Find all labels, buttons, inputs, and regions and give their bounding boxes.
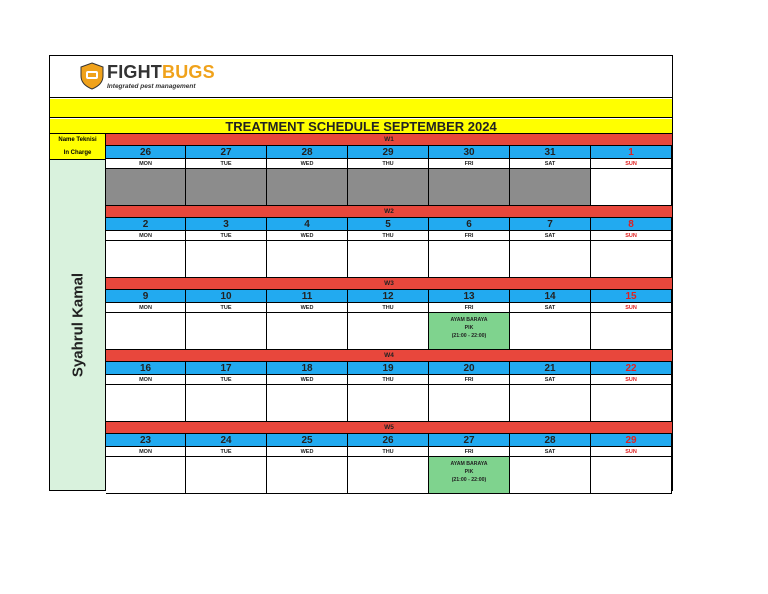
date-number: 8 — [591, 218, 672, 231]
technician-header — [50, 134, 106, 160]
event-text-line1: AYAM BARAYA — [450, 317, 488, 323]
weekday-label: MON — [106, 231, 186, 241]
date-number: 23 — [106, 434, 186, 447]
date-number: 28 — [267, 146, 348, 159]
blocked-day-cell[interactable] — [510, 169, 591, 206]
date-number: 19 — [348, 362, 429, 375]
date-number: 29 — [591, 434, 672, 447]
date-number: 9 — [106, 290, 186, 303]
date-number: 26 — [106, 146, 186, 159]
date-number: 11 — [267, 290, 348, 303]
weekday-label: WED — [267, 447, 348, 457]
slot-row — [106, 313, 672, 350]
header-spacer-band — [50, 99, 672, 118]
schedule-cell[interactable] — [348, 385, 429, 422]
schedule-cell[interactable] — [510, 385, 591, 422]
treatment-event-cell[interactable] — [429, 313, 510, 350]
date-number-row — [106, 434, 672, 447]
slot-row — [106, 241, 672, 278]
schedule-cell[interactable] — [106, 241, 186, 278]
schedule-cell[interactable] — [348, 313, 429, 350]
weekday-label: FRI — [429, 231, 510, 241]
schedule-cell[interactable] — [591, 385, 672, 422]
date-number: 22 — [591, 362, 672, 375]
weekday-label: THU — [348, 231, 429, 241]
weekday-row — [106, 375, 672, 385]
calendar-grid — [106, 134, 672, 490]
weekday-label: SUN — [591, 447, 672, 457]
week-band: W5 — [106, 422, 672, 434]
weekday-label: WED — [267, 159, 348, 169]
date-number: 24 — [186, 434, 267, 447]
brand-name-part1: FIGHT — [107, 62, 162, 82]
schedule-cell[interactable] — [510, 241, 591, 278]
schedule-cell[interactable] — [591, 241, 672, 278]
date-number: 10 — [186, 290, 267, 303]
brand-tagline: Integrated pest management — [107, 83, 196, 90]
event-text-line2: PIK — [464, 469, 474, 475]
schedule-cell[interactable] — [186, 313, 267, 350]
date-number: 14 — [510, 290, 591, 303]
schedule-cell[interactable] — [510, 313, 591, 350]
week-band: W3 — [106, 278, 672, 290]
weekday-label: SAT — [510, 375, 591, 385]
weekday-label: MON — [106, 303, 186, 313]
schedule-cell[interactable] — [591, 457, 672, 494]
weekday-label: SUN — [591, 375, 672, 385]
week-band: W4 — [106, 350, 672, 362]
weekday-row — [106, 159, 672, 169]
date-number: 2 — [106, 218, 186, 231]
date-number: 26 — [348, 434, 429, 447]
schedule-cell[interactable] — [106, 385, 186, 422]
date-number: 18 — [267, 362, 348, 375]
weekday-label: FRI — [429, 447, 510, 457]
date-number: 31 — [510, 146, 591, 159]
weekday-label: SUN — [591, 303, 672, 313]
logo-band — [50, 56, 672, 98]
slot-row — [106, 385, 672, 422]
date-number: 4 — [267, 218, 348, 231]
date-number-row — [106, 146, 672, 159]
schedule-sheet — [49, 55, 673, 491]
date-number: 21 — [510, 362, 591, 375]
slot-row — [106, 457, 672, 494]
technician-header-line1: Name Teknisi — [58, 137, 97, 143]
weekday-label: SUN — [591, 159, 672, 169]
weekday-label: WED — [267, 375, 348, 385]
date-number: 16 — [106, 362, 186, 375]
technician-header-line2: In Charge — [63, 150, 92, 156]
schedule-title: TREATMENT SCHEDULE SEPTEMBER 2024 — [50, 119, 672, 134]
week-band: W2 — [106, 206, 672, 218]
weekday-label: TUE — [186, 447, 267, 457]
schedule-cell[interactable] — [267, 313, 348, 350]
date-number: 20 — [429, 362, 510, 375]
blocked-day-cell[interactable] — [348, 169, 429, 206]
weekday-label: THU — [348, 159, 429, 169]
weekday-label: THU — [348, 375, 429, 385]
brand-name — [107, 63, 215, 81]
date-number: 15 — [591, 290, 672, 303]
blocked-day-cell[interactable] — [429, 169, 510, 206]
date-number-row — [106, 290, 672, 303]
weekday-label: WED — [267, 231, 348, 241]
weekday-label: SAT — [510, 447, 591, 457]
weekday-row — [106, 447, 672, 457]
schedule-cell[interactable] — [106, 313, 186, 350]
event-text-line3: (21:00 - 22:00) — [451, 333, 487, 339]
schedule-cell[interactable] — [267, 457, 348, 494]
brand-name-part2: BUGS — [162, 62, 215, 82]
schedule-cell[interactable] — [591, 169, 672, 206]
weekday-label: MON — [106, 159, 186, 169]
weekday-label: WED — [267, 303, 348, 313]
event-text-line2: PIK — [464, 325, 474, 331]
date-number-row — [106, 362, 672, 375]
weekday-label: SAT — [510, 159, 591, 169]
weekday-label: TUE — [186, 375, 267, 385]
weekday-label: FRI — [429, 375, 510, 385]
schedule-cell[interactable] — [348, 241, 429, 278]
technician-name: Syahrul Kamal — [69, 272, 86, 378]
date-number: 28 — [510, 434, 591, 447]
date-number: 29 — [348, 146, 429, 159]
date-number: 25 — [267, 434, 348, 447]
date-number: 3 — [186, 218, 267, 231]
date-number: 30 — [429, 146, 510, 159]
blocked-day-cell[interactable] — [267, 169, 348, 206]
weekday-label: TUE — [186, 303, 267, 313]
schedule-cell[interactable] — [106, 457, 186, 494]
schedule-cell[interactable] — [348, 457, 429, 494]
date-number: 5 — [348, 218, 429, 231]
schedule-cell[interactable] — [186, 385, 267, 422]
schedule-cell[interactable] — [510, 457, 591, 494]
date-number: 13 — [429, 290, 510, 303]
schedule-cell[interactable] — [429, 385, 510, 422]
weekday-row — [106, 303, 672, 313]
shield-logo-icon — [80, 62, 104, 90]
weekday-label: THU — [348, 303, 429, 313]
date-number: 27 — [429, 434, 510, 447]
weekday-label: FRI — [429, 159, 510, 169]
weekday-label: FRI — [429, 303, 510, 313]
blocked-day-cell[interactable] — [186, 169, 267, 206]
weekday-label: MON — [106, 375, 186, 385]
event-text-line1: AYAM BARAYA — [450, 461, 488, 467]
slot-row — [106, 169, 672, 206]
schedule-cell[interactable] — [186, 241, 267, 278]
schedule-cell[interactable] — [429, 241, 510, 278]
date-number: 6 — [429, 218, 510, 231]
date-number: 12 — [348, 290, 429, 303]
technician-column — [50, 160, 106, 490]
weekday-label: THU — [348, 447, 429, 457]
weekday-label: SAT — [510, 231, 591, 241]
weekday-label: TUE — [186, 231, 267, 241]
weekday-label: TUE — [186, 159, 267, 169]
schedule-cell[interactable] — [267, 241, 348, 278]
weekday-label: SUN — [591, 231, 672, 241]
date-number-row — [106, 218, 672, 231]
weekday-label: MON — [106, 447, 186, 457]
date-number: 17 — [186, 362, 267, 375]
date-number: 27 — [186, 146, 267, 159]
event-text-line3: (21:00 - 22:00) — [451, 477, 487, 483]
blocked-day-cell[interactable] — [106, 169, 186, 206]
date-number: 7 — [510, 218, 591, 231]
schedule-cell[interactable] — [591, 313, 672, 350]
date-number: 1 — [591, 146, 672, 159]
schedule-cell[interactable] — [267, 385, 348, 422]
treatment-event-cell[interactable] — [429, 457, 510, 494]
week-band: W1 — [106, 134, 672, 146]
weekday-row — [106, 231, 672, 241]
schedule-cell[interactable] — [186, 457, 267, 494]
weekday-label: SAT — [510, 303, 591, 313]
